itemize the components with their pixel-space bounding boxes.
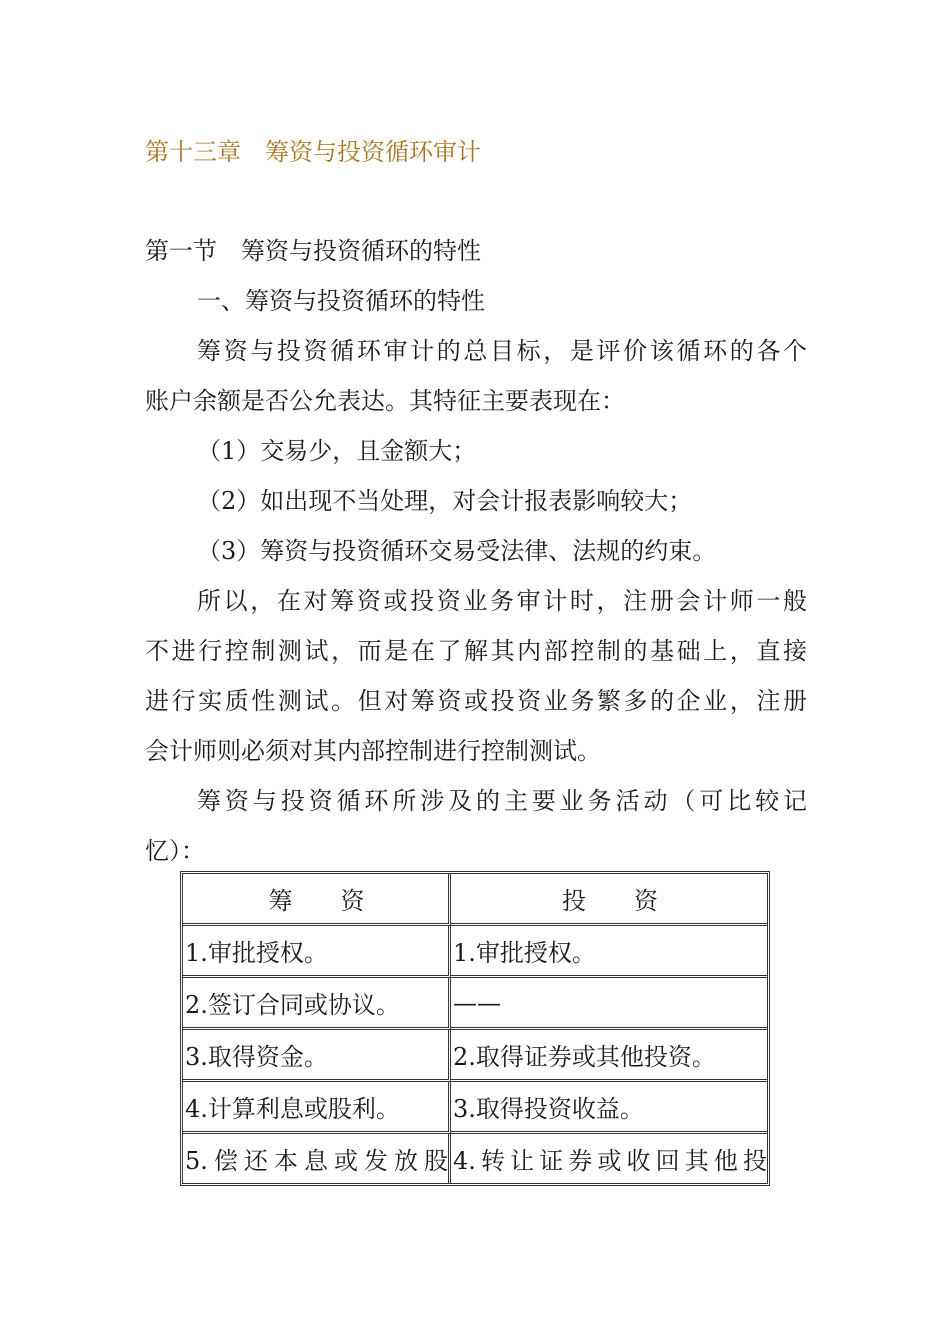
table-row xyxy=(183,1082,767,1134)
paragraph-1-line-2: 账户余额是否公允表达。其特征主要表现在： xyxy=(145,387,625,415)
chapter-title: 第十三章 筹资与投资循环审计 xyxy=(145,138,481,166)
table-header-row xyxy=(183,874,767,926)
header-investment: 投 资 xyxy=(451,874,767,926)
business-activities-table xyxy=(180,871,770,1186)
investment-cell: 1.审批授权。 xyxy=(451,926,767,978)
financing-cell: 4.计算利息或股利。 xyxy=(183,1082,451,1134)
investment-cell xyxy=(451,1134,767,1183)
table-row xyxy=(183,1030,767,1082)
paragraph-2-line-2: 不进行控制测试，而是在了解其内部控制的基础上，直接 xyxy=(145,637,807,665)
financing-cell-text: 5.偿还本息或发放股 xyxy=(185,1147,448,1175)
feature-item-2: （2）如出现不当处理，对会计报表影响较大； xyxy=(197,487,693,515)
investment-cell: 3.取得投资收益。 xyxy=(451,1082,767,1134)
financing-cell: 1.审批授权。 xyxy=(183,926,451,978)
financing-cell: 2.签订合同或协议。 xyxy=(183,978,451,1030)
feature-item-1: （1）交易少，且金额大； xyxy=(197,437,477,465)
feature-item-3: （3）筹资与投资循环交易受法律、法规的约束。 xyxy=(197,537,717,565)
paragraph-3-line-1: 筹资与投资循环所涉及的主要业务活动（可比较记 xyxy=(197,787,807,815)
financing-cell: 3.取得资金。 xyxy=(183,1030,451,1082)
header-financing: 筹 资 xyxy=(183,874,451,926)
investment-cell: 2.取得证券或其他投资。 xyxy=(451,1030,767,1082)
subsection-title: 一、筹资与投资循环的特性 xyxy=(197,287,485,315)
paragraph-2-line-3: 进行实质性测试。但对筹资或投资业务繁多的企业，注册 xyxy=(145,687,807,715)
investment-cell-text: 4.转让证券或收回其他投 xyxy=(453,1147,767,1175)
paragraph-3-line-2: 忆）： xyxy=(145,837,205,865)
table-row xyxy=(183,1134,767,1183)
section-title: 第一节 筹资与投资循环的特性 xyxy=(145,237,481,265)
table-row xyxy=(183,926,767,978)
paragraph-2-line-4: 会计师则必须对其内部控制进行控制测试。 xyxy=(145,737,601,765)
financing-cell xyxy=(183,1134,451,1183)
table-row xyxy=(183,978,767,1030)
investment-cell: —— xyxy=(451,978,767,1030)
paragraph-2-line-1: 所以，在对筹资或投资业务审计时，注册会计师一般 xyxy=(197,587,807,615)
paragraph-1-line-1: 筹资与投资循环审计的总目标，是评价该循环的各个 xyxy=(197,337,807,365)
